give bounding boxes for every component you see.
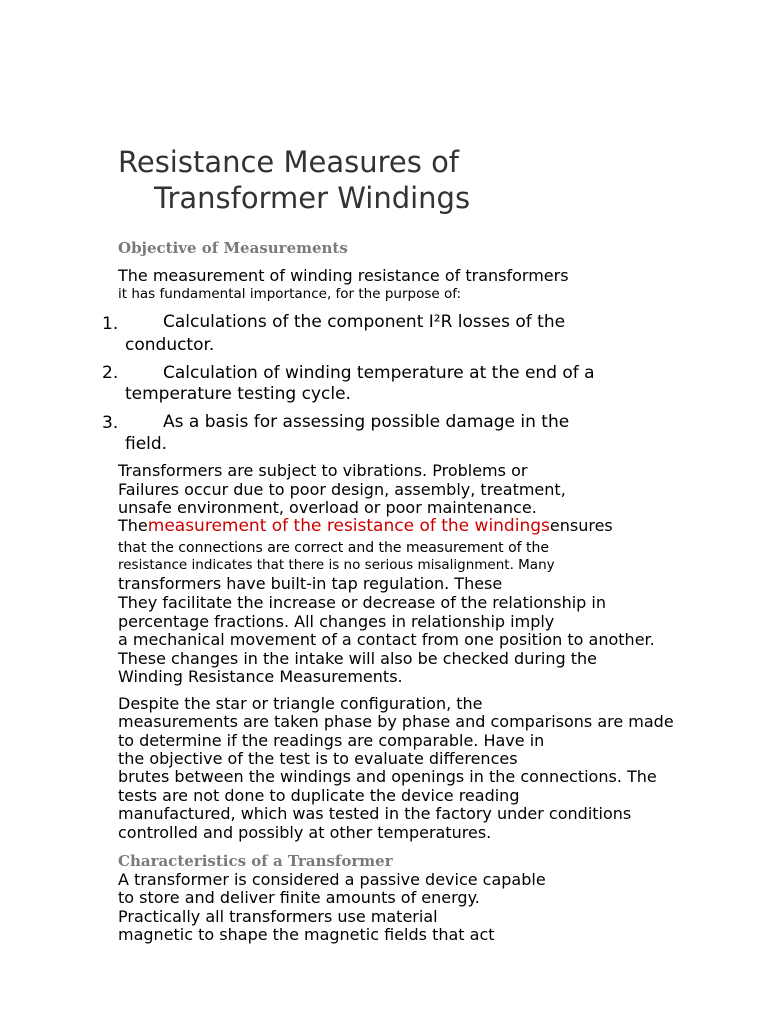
list-item-number: 3. [102, 413, 119, 433]
paragraph-line: Despite the star or triangle configuration, the [118, 694, 483, 713]
paragraph-line: to store and deliver finite amounts of energy. [118, 888, 480, 907]
list-item-text: conductor. [125, 335, 215, 355]
paragraph-line: percentage fractions. All changes in relationship imply [118, 612, 555, 631]
paragraph-line: Transformers are subject to vibrations. Problems or [118, 461, 528, 480]
intro-line-2: it has fundamental importance, for the purpose of: [118, 286, 462, 302]
paragraph-line: These changes in the intake will also be checked during the [118, 649, 598, 668]
paragraph-line: measurements are taken phase by phase and comparisons are made [118, 712, 674, 731]
paragraph-line: unsafe environment, overload or poor maintenance. [118, 498, 537, 517]
section-heading-objective: Objective of Measurements [118, 239, 348, 257]
list-item-text: Calculation of winding temperature at the end of a [163, 363, 595, 383]
paragraph-line-highlight [118, 517, 613, 536]
paragraph-line: brutes between the windings and openings in the connections. The [118, 767, 657, 786]
paragraph-line: They facilitate the increase or decrease of the relationship in [118, 593, 606, 612]
paragraph-line: a mechanical movement of a contact from one position to another. [118, 630, 655, 649]
paragraph-line: magnetic to shape the magnetic fields that act [118, 925, 495, 944]
paragraph-line: Failures occur due to poor design, assembly, treatment, [118, 480, 566, 499]
text-run: ensures [549, 516, 613, 535]
paragraph-line: Winding Resistance Measurements. [118, 667, 403, 686]
list-item-number: 2. [102, 363, 119, 383]
list-item-text: Calculations of the component I²R losses of the [163, 312, 566, 332]
text-run: The [118, 516, 148, 535]
intro-line-1: The measurement of winding resistance of transformers [118, 266, 569, 285]
highlighted-text: measurement of the resistance of the windings [147, 516, 550, 536]
paragraph-line: to determine if the readings are comparable. Have in [118, 731, 545, 750]
paragraph-line: the objective of the test is to evaluate differences [118, 749, 518, 768]
paragraph-line: transformers have built-in tap regulation. These [118, 574, 503, 593]
page-title-line1: Resistance Measures of [118, 145, 460, 179]
list-item-number: 1. [102, 314, 119, 334]
list-item-text: field. [125, 434, 168, 454]
page-title-line2: Transformer Windings [154, 181, 471, 215]
list-item-text: temperature testing cycle. [125, 384, 351, 404]
paragraph-line: that the connections are correct and the measurement of the [118, 540, 550, 556]
paragraph-line: controlled and possibly at other temperatures. [118, 823, 492, 842]
paragraph-line: resistance indicates that there is no serious misalignment. Many [118, 557, 555, 573]
section-heading-characteristics: Characteristics of a Transformer [118, 852, 393, 870]
paragraph-line: A transformer is considered a passive device capable [118, 870, 546, 889]
list-item-text: As a basis for assessing possible damage in the [163, 412, 570, 432]
paragraph-line: manufactured, which was tested in the factory under conditions [118, 804, 632, 823]
paragraph-line: Practically all transformers use material [118, 907, 438, 926]
paragraph-line: tests are not done to duplicate the device reading [118, 786, 520, 805]
